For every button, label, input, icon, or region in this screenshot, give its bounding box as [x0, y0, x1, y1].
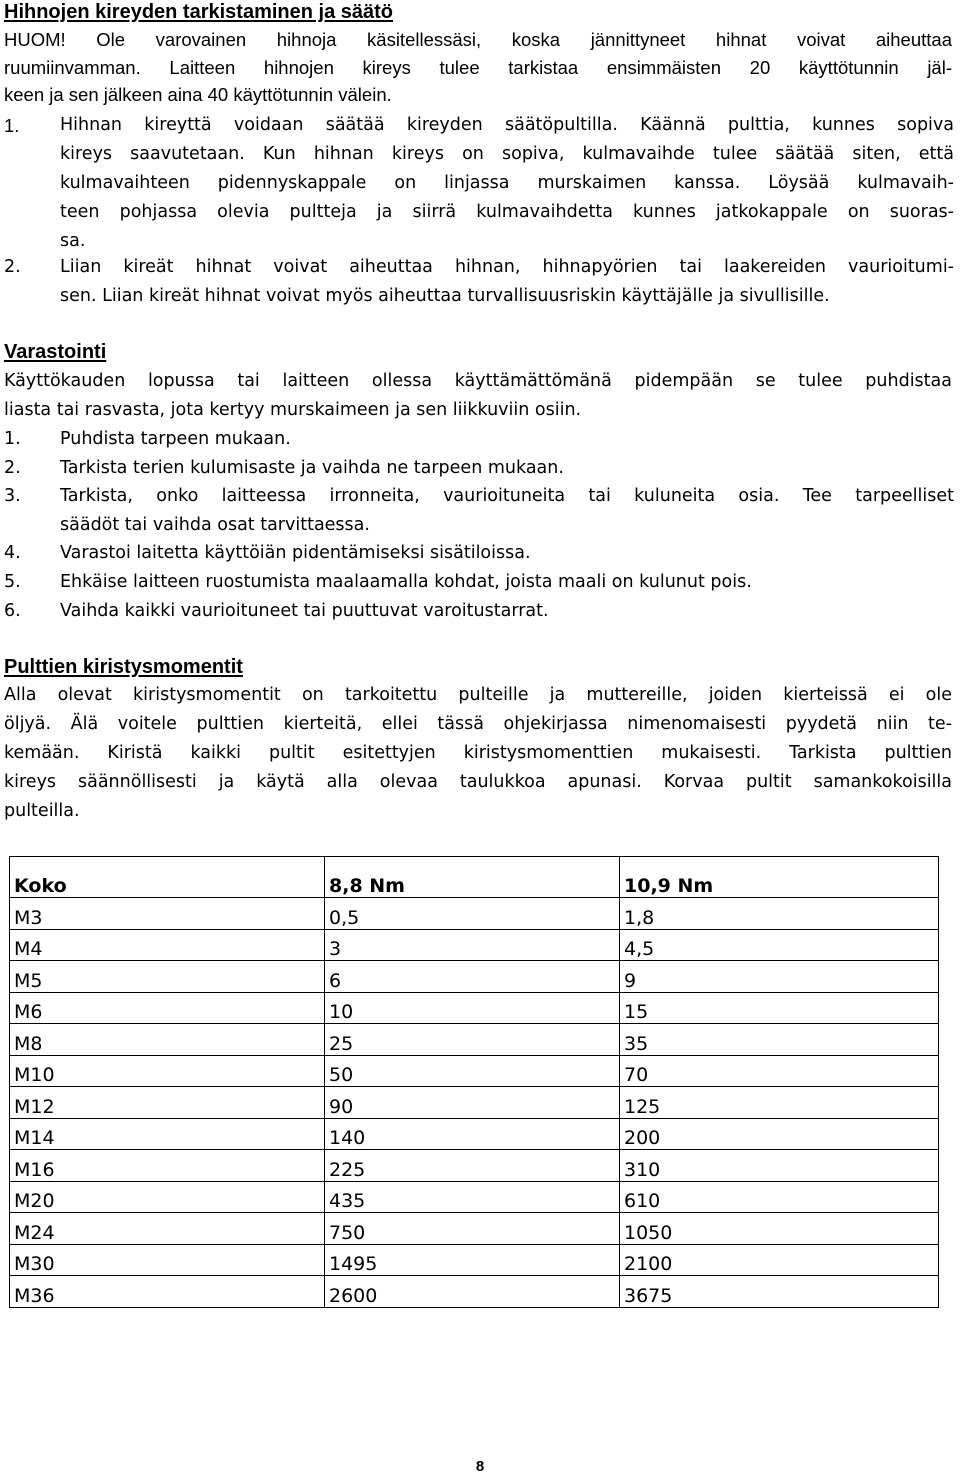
storage-list-item-4: [4, 539, 954, 568]
cell-torque-8-8: 1495: [325, 1244, 620, 1276]
storage-list-item-3: [4, 482, 954, 540]
list-item-line: sen. Liian kireät hihnat voivat myös aiheuttaa turvallisuusriskin käyttäjälle ja sivullisille.: [60, 286, 830, 306]
cell-torque-10-9: 15: [620, 992, 939, 1024]
list-item-line: teen pohjassa olevia pultteja ja siirrä kulmavaihdetta kunnes jatkokappale on suoras-: [60, 202, 954, 222]
list-item-line: sa.: [60, 231, 86, 251]
paragraph-line: Käyttökauden lopussa tai laitteen ollessa käyttämättömänä pidempään se tulee puhdistaa: [4, 371, 952, 391]
column-header-8-8: 8,8 Nm: [325, 857, 620, 898]
cell-torque-10-9: 1050: [620, 1213, 939, 1245]
paragraph-line: öljyä. Älä voitele pulttien kierteitä, ellei tässä ohjekirjassa nimenomaisesti pyydetä niin te-: [4, 714, 952, 734]
list-item-text: [60, 454, 954, 483]
list-item-text: [60, 111, 954, 256]
storage-list-item-6: [4, 597, 954, 626]
table-row: [10, 1024, 939, 1056]
list-item-text: [60, 425, 954, 454]
list-item-text: [60, 482, 954, 540]
storage-intro-paragraph: [4, 367, 952, 425]
cell-size: M14: [10, 1118, 325, 1150]
list-item-line: Liian kireät hihnat voivat aiheuttaa hihnan, hihnapyörien tai laakereiden vaurioitumi-: [60, 257, 954, 277]
list-item-line: Vaihda kaikki vaurioituneet tai puuttuvat varoitustarrat.: [60, 601, 549, 621]
cell-size: M12: [10, 1087, 325, 1119]
list-item-text: [60, 568, 954, 597]
storage-heading: Varastointi: [4, 341, 107, 363]
table-row: [10, 1181, 939, 1213]
cell-size: M16: [10, 1150, 325, 1182]
cell-torque-8-8: 140: [325, 1118, 620, 1150]
table-row: [10, 1055, 939, 1087]
cell-size: M10: [10, 1055, 325, 1087]
paragraph-line: liasta tai rasvasta, jota kertyy murskaimeen ja sen liikkuviin osiin.: [4, 400, 582, 420]
list-number: 3.: [4, 486, 21, 506]
column-header-size: Koko: [10, 857, 325, 898]
table-row: [10, 1150, 939, 1182]
paragraph-line: kemään. Kiristä kaikki pultit esitettyjen kiristysmomenttien mukaisesti. Tarkista pulttien: [4, 743, 952, 763]
cell-torque-10-9: 35: [620, 1024, 939, 1056]
list-item-line: kireys saavutetaan. Kun hihnan kireys on sopiva, kulmavaihde tulee säätää siten, että: [60, 144, 954, 164]
belt-list-item-1: [4, 111, 954, 261]
cell-torque-10-9: 3675: [620, 1276, 939, 1308]
list-item-text: [60, 597, 954, 626]
list-number: 1.: [4, 115, 20, 136]
list-item-line: Varastoi laitetta käyttöiän pidentämiseksi sisätiloissa.: [60, 543, 531, 563]
cell-size: M30: [10, 1244, 325, 1276]
cell-torque-10-9: 70: [620, 1055, 939, 1087]
list-item-line: kulmavaihteen pidennyskappale on linjassa murskaimen kanssa. Löysää kulmavaih-: [60, 173, 954, 193]
paragraph-line: keen ja sen jälkeen aina 40 käyttötunnin välein.: [4, 84, 392, 105]
list-number: 1.: [4, 429, 21, 449]
list-item-text: [60, 253, 954, 311]
cell-size: M4: [10, 929, 325, 961]
cell-torque-10-9: 4,5: [620, 929, 939, 961]
belt-tension-heading: Hihnojen kireyden tarkistaminen ja säätö: [4, 1, 394, 23]
cell-torque-8-8: 225: [325, 1150, 620, 1182]
cell-torque-8-8: 750: [325, 1213, 620, 1245]
list-item-line: Tarkista, onko laitteessa irronneita, vaurioituneita tai kuluneita osia. Tee tarpeelliset: [60, 486, 954, 506]
cell-torque-8-8: 25: [325, 1024, 620, 1056]
cell-size: M20: [10, 1181, 325, 1213]
cell-torque-10-9: 2100: [620, 1244, 939, 1276]
paragraph-line: kireys säännöllisesti ja käytä alla olevaa taulukkoa apunasi. Korvaa pultit samankokoisilla: [4, 772, 952, 792]
paragraph-line: pulteilla.: [4, 801, 80, 821]
cell-torque-8-8: 90: [325, 1087, 620, 1119]
torque-heading: Pulttien kiristysmomentit: [4, 656, 243, 678]
list-item-line: Ehkäise laitteen ruostumista maalaamalla kohdat, joista maali on kulunut pois.: [60, 572, 752, 592]
column-header-10-9: 10,9 Nm: [620, 857, 939, 898]
list-item-text: [60, 539, 954, 568]
list-number: 2.: [4, 458, 21, 478]
cell-size: M3: [10, 898, 325, 930]
table-header-row: [10, 857, 939, 898]
belt-list-item-2: [4, 253, 954, 313]
storage-list-item-2: [4, 454, 954, 483]
table-row: [10, 961, 939, 993]
cell-torque-10-9: 310: [620, 1150, 939, 1182]
list-item-line: säädöt tai vaihda osat tarvittaessa.: [60, 515, 370, 535]
cell-torque-10-9: 125: [620, 1087, 939, 1119]
list-number: 2.: [4, 257, 21, 277]
list-item-line: Hihnan kireyttä voidaan säätää kireyden säätöpultilla. Käännä pulttia, kunnes sopiva: [60, 115, 954, 135]
cell-torque-8-8: 50: [325, 1055, 620, 1087]
list-item-line: Tarkista terien kulumisaste ja vaihda ne tarpeen mukaan.: [60, 458, 564, 478]
cell-torque-8-8: 435: [325, 1181, 620, 1213]
cell-torque-8-8: 10: [325, 992, 620, 1024]
cell-size: M6: [10, 992, 325, 1024]
cell-torque-10-9: 9: [620, 961, 939, 993]
table-row: [10, 929, 939, 961]
table-row: [10, 1244, 939, 1276]
paragraph-line: ruumiinvamman. Laitteen hihnojen kireys tulee tarkistaa ensimmäisten 20 käyttötunnin jäl-: [4, 56, 952, 78]
cell-torque-8-8: 2600: [325, 1276, 620, 1308]
belt-intro-paragraph: [4, 26, 952, 109]
list-number: 4.: [4, 543, 21, 563]
page-number: 8: [475, 1458, 485, 1475]
cell-torque-8-8: 6: [325, 961, 620, 993]
cell-torque-10-9: 1,8: [620, 898, 939, 930]
table-row: [10, 992, 939, 1024]
torque-table: [9, 856, 939, 1308]
cell-torque-10-9: 610: [620, 1181, 939, 1213]
table-row: [10, 1213, 939, 1245]
cell-torque-8-8: 3: [325, 929, 620, 961]
storage-list-item-1: [4, 425, 954, 454]
cell-torque-8-8: 0,5: [325, 898, 620, 930]
list-number: 5.: [4, 572, 21, 592]
cell-size: M24: [10, 1213, 325, 1245]
paragraph-line: HUOM! Ole varovainen hihnoja käsitellessäsi, koska jännittyneet hihnat voivat aiheuttaa: [4, 29, 952, 50]
cell-size: M5: [10, 961, 325, 993]
torque-intro-paragraph: [4, 681, 952, 826]
table-row: [10, 1087, 939, 1119]
table-row: [10, 1276, 939, 1308]
paragraph-line: Alla olevat kiristysmomentit on tarkoitettu pulteille ja muttereille, joiden kierteissä ei ole: [4, 685, 952, 705]
list-number: 6.: [4, 601, 21, 621]
table-row: [10, 898, 939, 930]
cell-torque-10-9: 200: [620, 1118, 939, 1150]
table-row: [10, 1118, 939, 1150]
list-item-line: Puhdista tarpeen mukaan.: [60, 429, 291, 449]
cell-size: M8: [10, 1024, 325, 1056]
cell-size: M36: [10, 1276, 325, 1308]
storage-list-item-5: [4, 568, 954, 597]
